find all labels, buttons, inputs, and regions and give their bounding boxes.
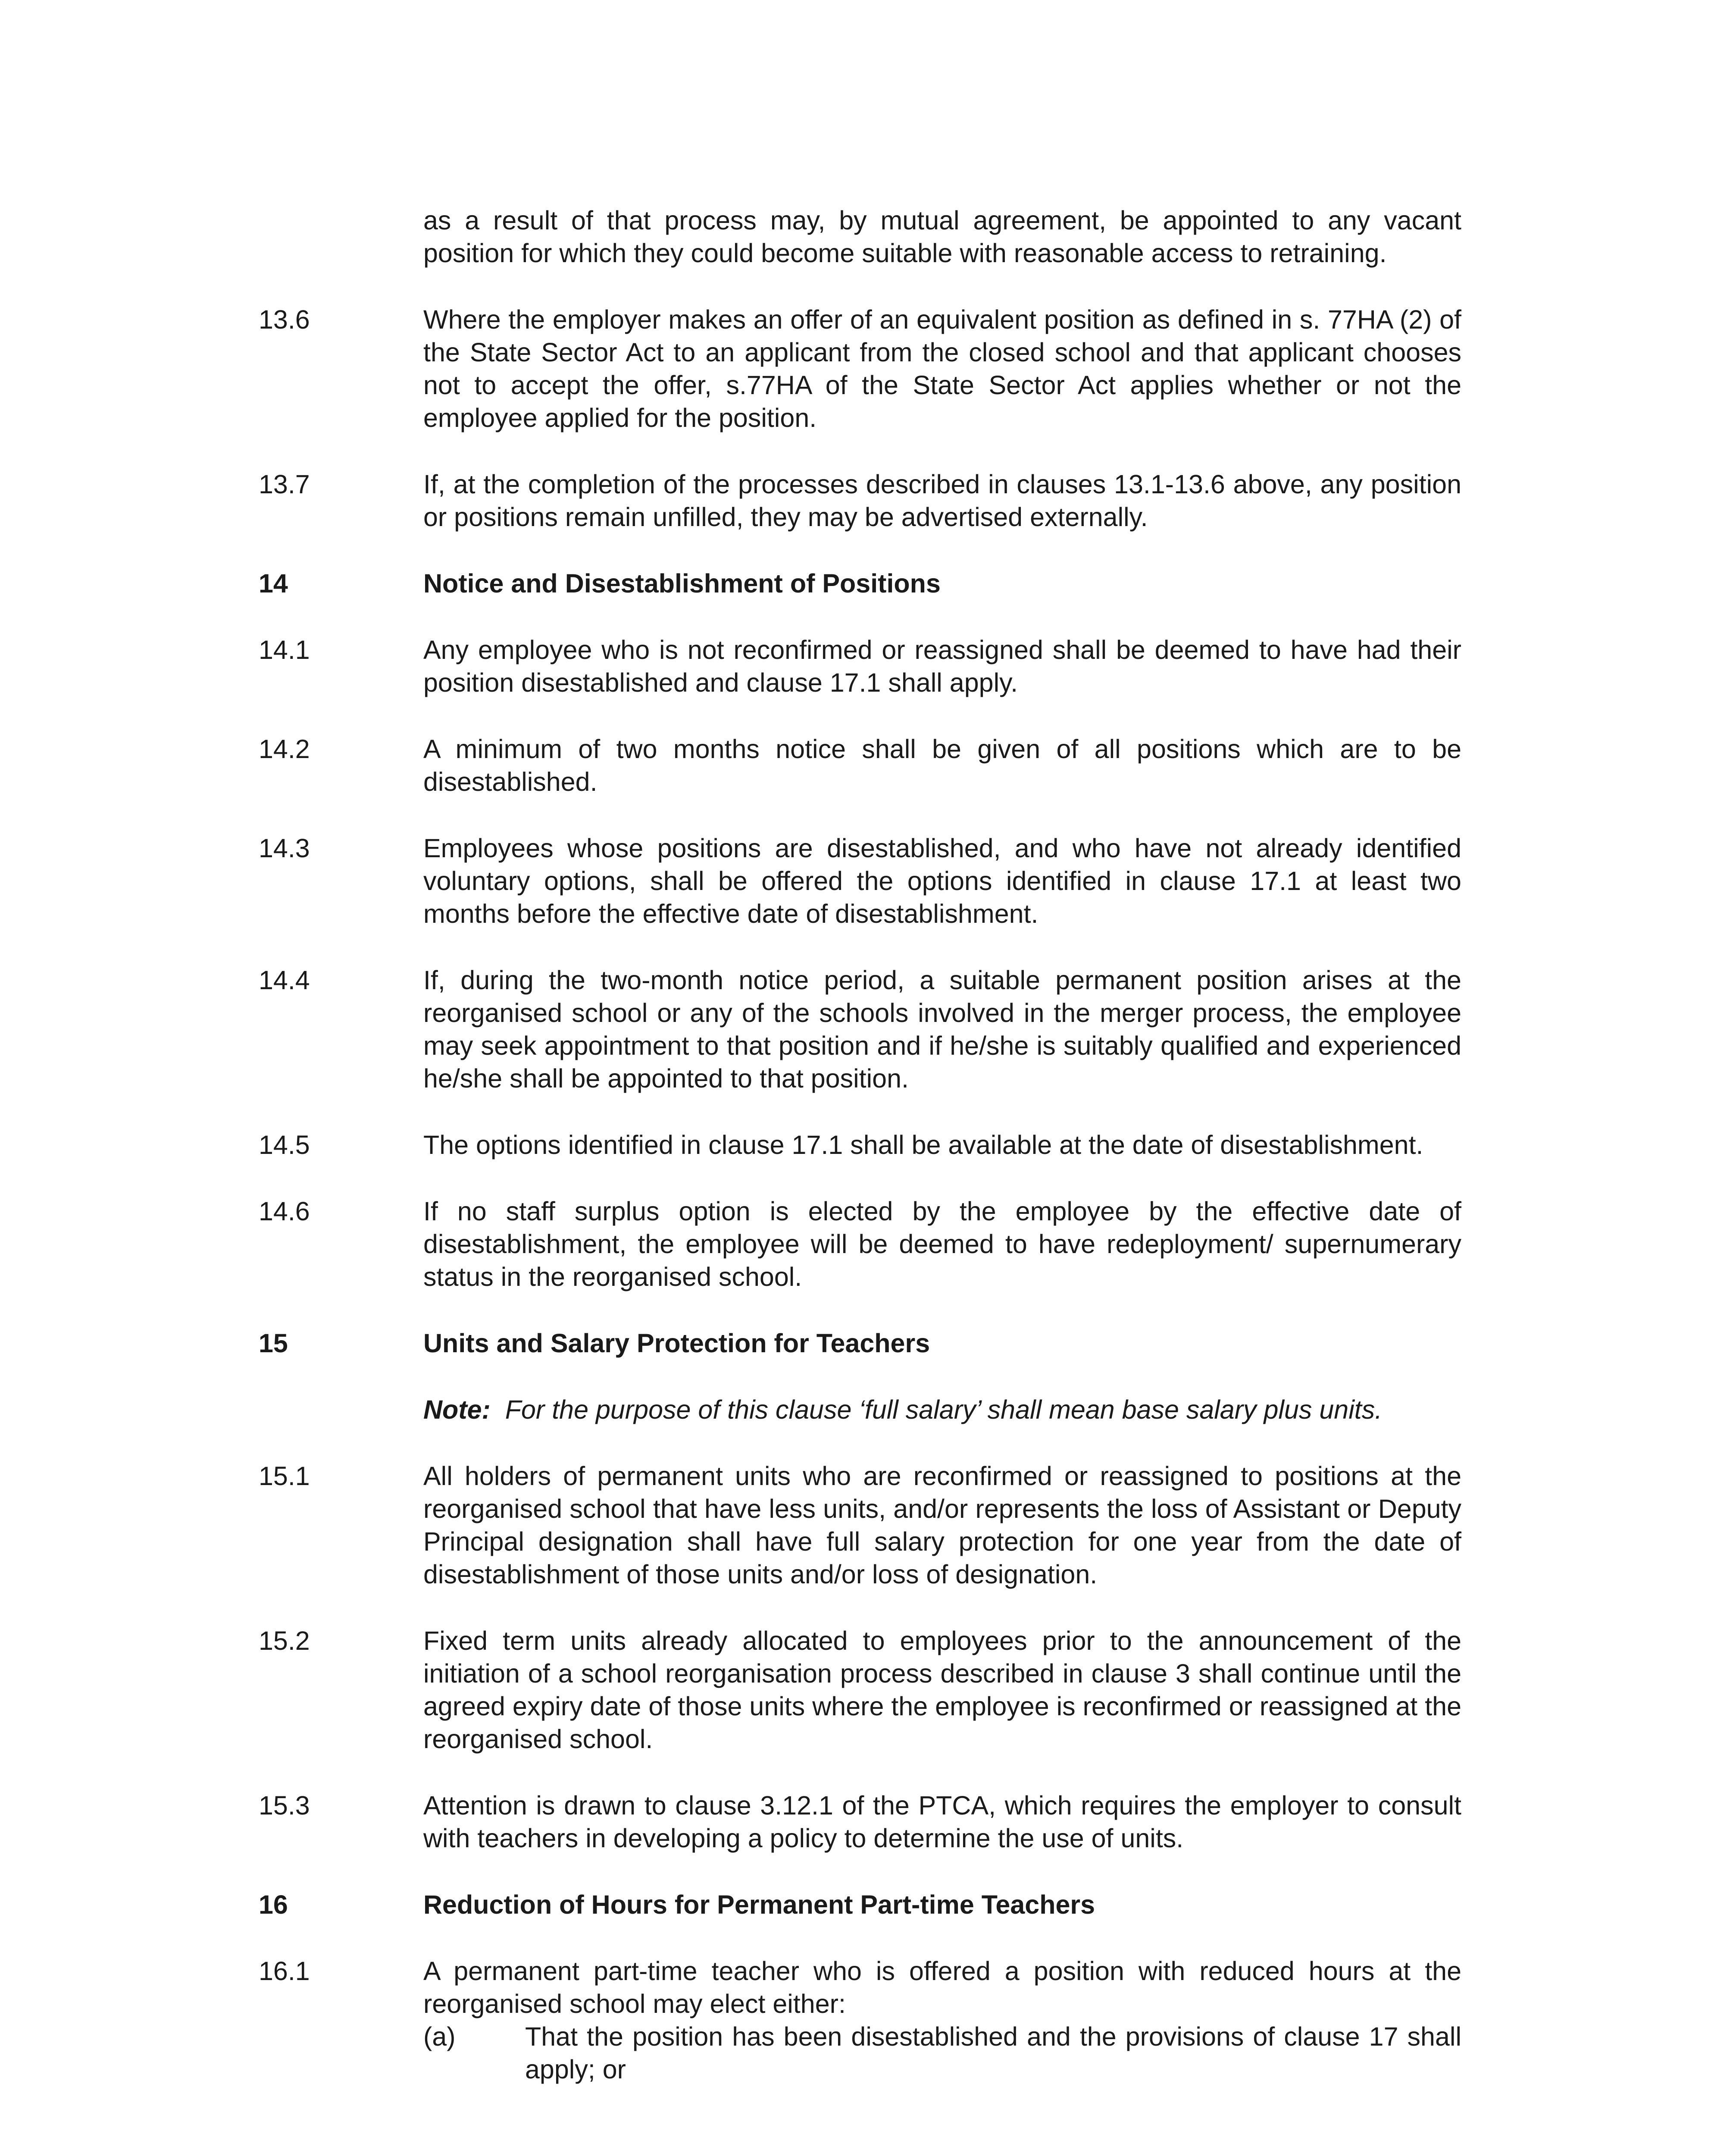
clause-15-2 (259, 1624, 1461, 1755)
clause-text: The options identified in clause 17.1 shall be available at the date of disestablishment. (423, 1130, 1423, 1159)
clause-text: Employees whose positions are disestablished, and who have not already identified voluntary options, shall be offered the options identified in clause 17.1 at least two months before the effective date of disestablishment. (423, 834, 1461, 928)
clause-number: 15.2 (259, 1626, 310, 1655)
clause-13-5-continuation (259, 204, 1461, 270)
clause-16-1 (259, 1955, 1461, 2086)
section-14-heading (259, 567, 1461, 600)
section-number: 14 (259, 569, 288, 598)
clause-number: 13.6 (259, 305, 310, 334)
clause-text: All holders of permanent units who are reconfirmed or reassigned to positions at the reorganised school that have less units, and/or represents the loss of Assistant or Deputy Principal designation shall have full salary protection for one year from the date of disestablishment of those units and/or loss of designation. (423, 1461, 1461, 1589)
clause-number: 15.3 (259, 1791, 310, 1820)
clause-text: Any employee who is not reconfirmed or reassigned shall be deemed to have had their position disestablished and clause 17.1 shall apply. (423, 635, 1461, 697)
note-content (423, 1393, 1461, 1426)
clause-14-5 (259, 1128, 1461, 1161)
clause-13-6 (259, 303, 1461, 434)
clause-text: as a result of that process may, by mutual agreement, be appointed to any vacant position for which they could become suitable with reasonable access to retraining. (423, 206, 1461, 268)
clause-14-2 (259, 733, 1461, 798)
clause-15-3 (259, 1789, 1461, 1855)
note-label: Note: (423, 1395, 491, 1424)
clause-number: 13.7 (259, 470, 310, 499)
sub-clause-text: That the position has been disestablished and the provisions of clause 17 shall apply; or (525, 2022, 1461, 2084)
clause-14-1 (259, 633, 1461, 699)
clause-body (423, 1955, 1461, 2086)
clause-text: If no staff surplus option is elected by the employee by the effective date of disestablishment, the employee will be deemed to have redeployment/ supernumerary status in the reorganised school. (423, 1197, 1461, 1291)
clause-14-4 (259, 964, 1461, 1095)
note-block (259, 1393, 1461, 1426)
clause-number: 15.1 (259, 1461, 310, 1491)
clause-14-3 (259, 832, 1461, 930)
clause-text: A permanent part-time teacher who is offered a position with reduced hours at the reorganised school may elect either: (423, 1956, 1461, 2018)
sub-clause-label: (a) (423, 2022, 456, 2051)
section-number: 16 (259, 1890, 288, 1919)
section-title: Notice and Disestablishment of Positions (423, 569, 941, 598)
clause-text: If, during the two-month notice period, a suitable permanent position arises at the reorganised school or any of the schools involved in the merger process, the employee may seek appointment to that position and if he/she is suitably qualified and experienced he/she shall be appointed to that position. (423, 965, 1461, 1093)
section-16-heading (259, 1888, 1461, 1921)
clause-number: 16.1 (259, 1956, 310, 1986)
note-indent (259, 1393, 423, 1426)
clause-number (259, 204, 423, 270)
clause-text: A minimum of two months notice shall be given of all positions which are to be disestablished. (423, 734, 1461, 796)
section-title: Units and Salary Protection for Teachers (423, 1329, 930, 1358)
section-15-heading (259, 1327, 1461, 1360)
sub-clause-a (423, 2020, 1461, 2086)
clause-number: 14.2 (259, 734, 310, 764)
clause-number: 14.5 (259, 1130, 310, 1159)
clause-text: If, at the completion of the processes described in clauses 13.1-13.6 above, any position or positions remain unfilled, they may be advertised externally. (423, 470, 1461, 532)
clause-14-6 (259, 1195, 1461, 1293)
section-number: 15 (259, 1329, 288, 1358)
clause-number: 14.4 (259, 965, 310, 995)
clause-text: Attention is drawn to clause 3.12.1 of the PTCA, which requires the employer to consult with teachers in developing a policy to determine the use of units. (423, 1791, 1461, 1853)
clause-15-1 (259, 1460, 1461, 1591)
clause-number: 14.6 (259, 1197, 310, 1226)
note-text: For the purpose of this clause ‘full salary’ shall mean base salary plus units. (505, 1395, 1383, 1424)
clause-number: 14.1 (259, 635, 310, 664)
clause-text: Where the employer makes an offer of an equivalent position as defined in s. 77HA (2) of the State Sector Act to an applicant from the closed school and that applicant chooses not to accept the offer, s.77HA of the State Sector Act applies whether or not the employee applied for the position. (423, 305, 1461, 432)
clause-13-7 (259, 468, 1461, 533)
clause-text: Fixed term units already allocated to employees prior to the announcement of the initiation of a school reorganisation process described in clause 3 shall continue until the agreed expiry date of those units where the employee is reconfirmed or reassigned at the reorganised school. (423, 1626, 1461, 1754)
page-content (259, 204, 1461, 2119)
clause-number: 14.3 (259, 834, 310, 863)
section-title: Reduction of Hours for Permanent Part-time Teachers (423, 1890, 1095, 1919)
